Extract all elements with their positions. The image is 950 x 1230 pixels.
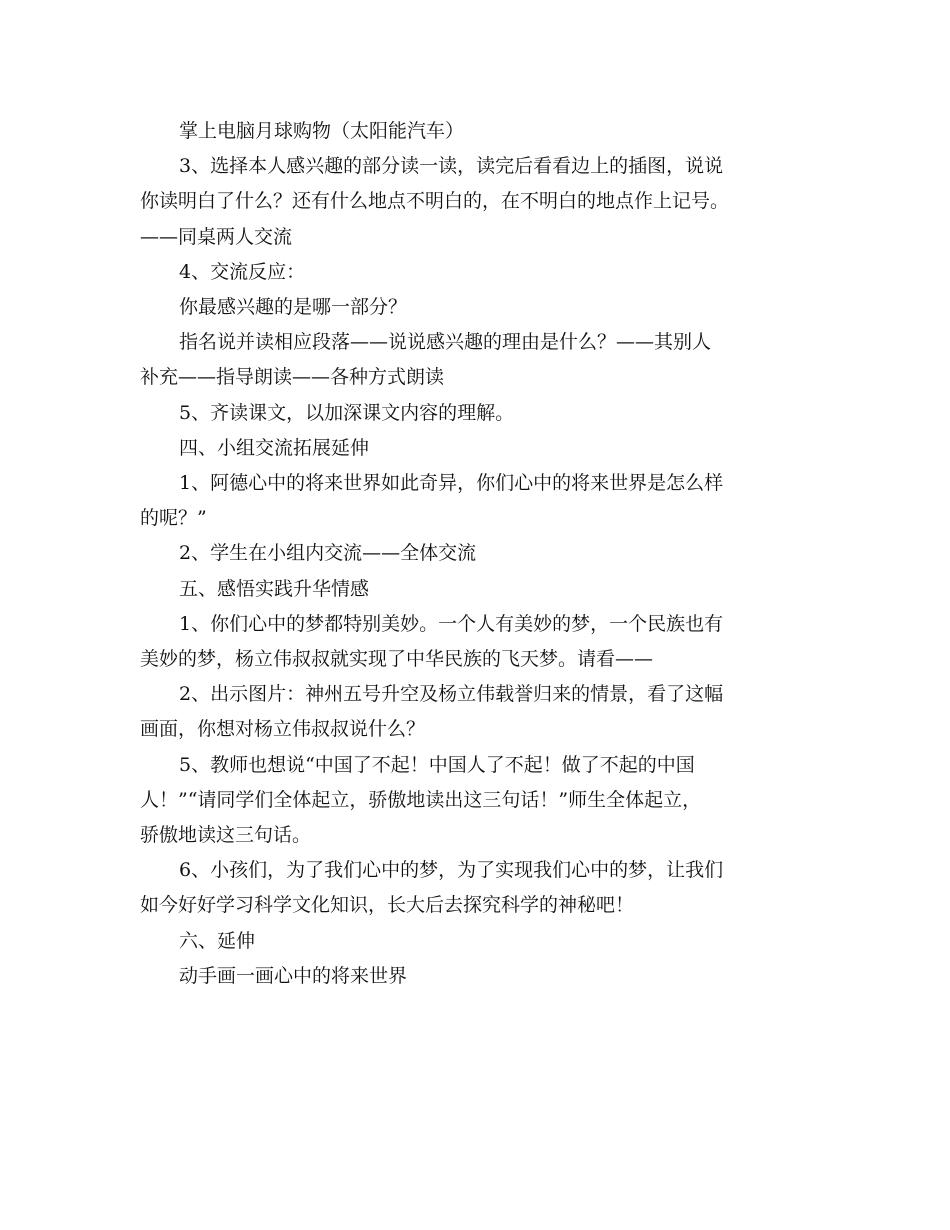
text-line: 五、感悟实践升华情感 [179, 577, 370, 600]
text-line: 5、齐读课文，以加深课文内容的理解。 [179, 401, 515, 424]
text-line: 骄傲地读这三句话。 [140, 824, 312, 847]
text-line: 你最感兴趣的是哪一部分？ [179, 296, 408, 319]
text-line: 1、你们心中的梦都特别美妙。一个人有美妙的梦，一个民族也有 [179, 612, 724, 635]
document-page [140, 114, 830, 994]
text-line: 如今好好学习科学文化知识，长大后去探究科学的神秘吧！ [140, 894, 635, 917]
text-line: 你读明白了什么？还有什么地点不明白的，在不明白的地点作上记号。 [140, 190, 730, 213]
text-line: 指名说并读相应段落——说说感兴趣的理由是什么？——其别人 [179, 331, 712, 354]
text-line: 的呢？” [140, 507, 207, 530]
text-line: 3、选择本人感兴趣的部分读一读，读完后看看边上的插图，说说 [179, 155, 724, 178]
text-line: 人！”“请同学们全体起立，骄傲地读出这三句话！”师生全体起立， [140, 788, 702, 811]
text-line: ——同桌两人交流 [140, 225, 293, 248]
text-line: 画面，你想对杨立伟叔叔说什么？ [140, 718, 426, 741]
text-line: 1、阿德心中的将来世界如此奇异，你们心中的将来世界是怎么样 [179, 472, 724, 495]
text-line: 动手画一画心中的将来世界 [179, 964, 408, 987]
text-line: 掌上电脑月球购物（太阳能汽车） [179, 120, 465, 142]
text-line: 4、交流反应： [179, 260, 306, 283]
text-line: 5、教师也想说“中国了不起！中国人了不起！做了不起的中国 [179, 753, 695, 776]
text-line: 美妙的梦，杨立伟叔叔就实现了中华民族的飞天梦。请看—— [140, 648, 654, 671]
text-line: 2、学生在小组内交流——全体交流 [179, 542, 477, 565]
text-line: 六、延伸 [179, 929, 256, 952]
text-line: 补充——指导朗读——各种方式朗读 [140, 366, 445, 389]
text-line: 2、出示图片：神州五号升空及杨立伟载誉归来的情景，看了这幅 [179, 683, 724, 706]
text-line: 6、小孩们，为了我们心中的梦，为了实现我们心中的梦，让我们 [179, 859, 724, 882]
text-line: 四、小组交流拓展延伸 [179, 436, 370, 459]
